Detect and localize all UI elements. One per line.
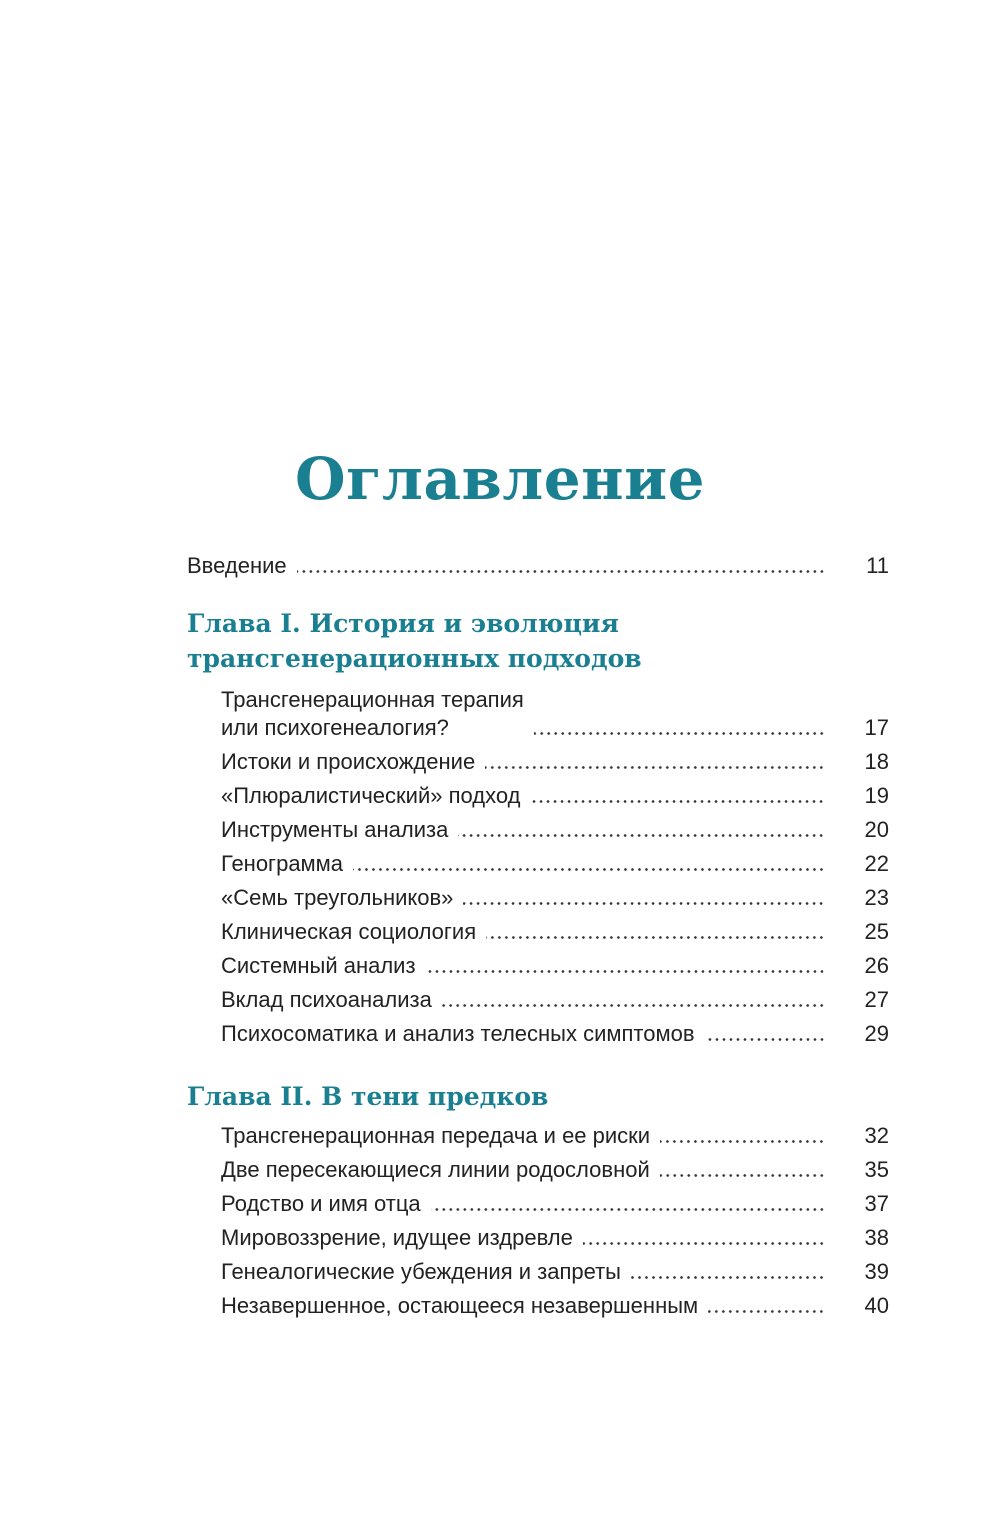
toc-page-number: 11 <box>866 553 889 578</box>
toc-entry-label: Мировоззрение, идущее издревле <box>221 1225 573 1250</box>
toc-page-number: 17 <box>864 715 889 740</box>
toc-page-number: 25 <box>864 919 889 944</box>
dot-leader <box>708 1308 825 1315</box>
toc-page-number: 38 <box>864 1225 889 1250</box>
toc-entry-label: Две пересекающиеся линии родословной <box>221 1157 650 1182</box>
dot-leader <box>631 1274 825 1281</box>
toc-page-number: 19 <box>864 783 889 808</box>
toc-entry-label: Трансгенерационная передача и ее риски <box>221 1123 651 1148</box>
dot-leader <box>463 900 825 907</box>
toc-page-number: 18 <box>864 749 889 774</box>
toc-page-number: 22 <box>864 851 889 876</box>
dot-leader <box>458 832 825 839</box>
toc-entry-label: Истоки и происхождение <box>221 749 476 774</box>
toc-entry-label: «Плюралистический» подход <box>221 783 521 808</box>
toc-page-number: 29 <box>864 1021 889 1046</box>
toc-entry[interactable] <box>221 776 889 810</box>
toc-entry-label: Вклад психоанализа <box>221 987 432 1012</box>
toc-entry-label: Введение <box>187 553 287 578</box>
page-title: Оглавление <box>294 444 705 513</box>
toc-page-number: 37 <box>864 1191 889 1216</box>
toc-entry[interactable] <box>221 1184 889 1218</box>
toc-entry-label: Психосоматика и анализ телесных симптомов <box>221 1021 695 1046</box>
dot-leader <box>660 1172 825 1179</box>
toc-page-number: 39 <box>864 1259 889 1284</box>
toc-page-number: 23 <box>864 885 889 910</box>
toc-entry-label: Клиническая социология <box>221 919 477 944</box>
toc-entry-label: Родство и имя отца <box>221 1191 421 1216</box>
toc-entry-label: «Семь треугольников» <box>221 885 454 910</box>
toc-entry[interactable] <box>221 1252 889 1286</box>
toc-entry[interactable] <box>221 1116 889 1150</box>
dot-leader <box>426 968 825 975</box>
dot-leader <box>534 730 825 737</box>
toc-page-number: 32 <box>864 1123 889 1148</box>
chapter-heading-2[interactable]: Глава II. В тени предков <box>187 1082 549 1111</box>
toc-page-number: 26 <box>864 953 889 978</box>
toc-page-number: 20 <box>864 817 889 842</box>
dot-leader <box>442 1002 825 1009</box>
dot-leader <box>353 866 825 873</box>
toc-entry[interactable] <box>221 912 889 946</box>
toc-entry[interactable] <box>221 1150 889 1184</box>
toc-entry[interactable] <box>221 844 889 878</box>
dot-leader <box>660 1138 825 1145</box>
toc-page-number: 27 <box>864 987 889 1012</box>
dot-leader <box>431 1206 825 1213</box>
toc-entry[interactable] <box>221 810 889 844</box>
toc-entry[interactable] <box>221 1014 889 1048</box>
dot-leader <box>530 798 825 805</box>
toc-entry[interactable] <box>221 1286 889 1320</box>
toc-entry[interactable] <box>221 680 889 742</box>
toc-entry-intro[interactable] <box>187 546 889 580</box>
toc-entry[interactable] <box>221 742 889 776</box>
toc-entry[interactable] <box>221 980 889 1014</box>
dot-leader <box>485 764 825 771</box>
toc-entry-label: Трансгенерационная терапия или психогенеалогия? <box>221 687 524 740</box>
dot-leader <box>583 1240 825 1247</box>
toc-entry-label: Системный анализ <box>221 953 416 978</box>
dot-leader <box>705 1036 825 1043</box>
toc-entry-label: Генограмма <box>221 851 344 876</box>
dot-leader <box>486 934 825 941</box>
toc-page-number: 40 <box>864 1293 889 1318</box>
toc-entry-label: Генеалогические убеждения и запреты <box>221 1259 621 1284</box>
toc-entry[interactable] <box>221 946 889 980</box>
toc-entry-label: Незавершенное, остающееся незавершенным <box>221 1293 699 1318</box>
toc-entry[interactable] <box>221 878 889 912</box>
dot-leader <box>297 568 825 575</box>
toc-page-number: 35 <box>864 1157 889 1182</box>
chapter-heading-1[interactable]: Глава I. История и эволюция трансгенерационных подходов <box>187 609 642 673</box>
toc-entry[interactable] <box>221 1218 889 1252</box>
toc-entry-label: Инструменты анализа <box>221 817 449 842</box>
